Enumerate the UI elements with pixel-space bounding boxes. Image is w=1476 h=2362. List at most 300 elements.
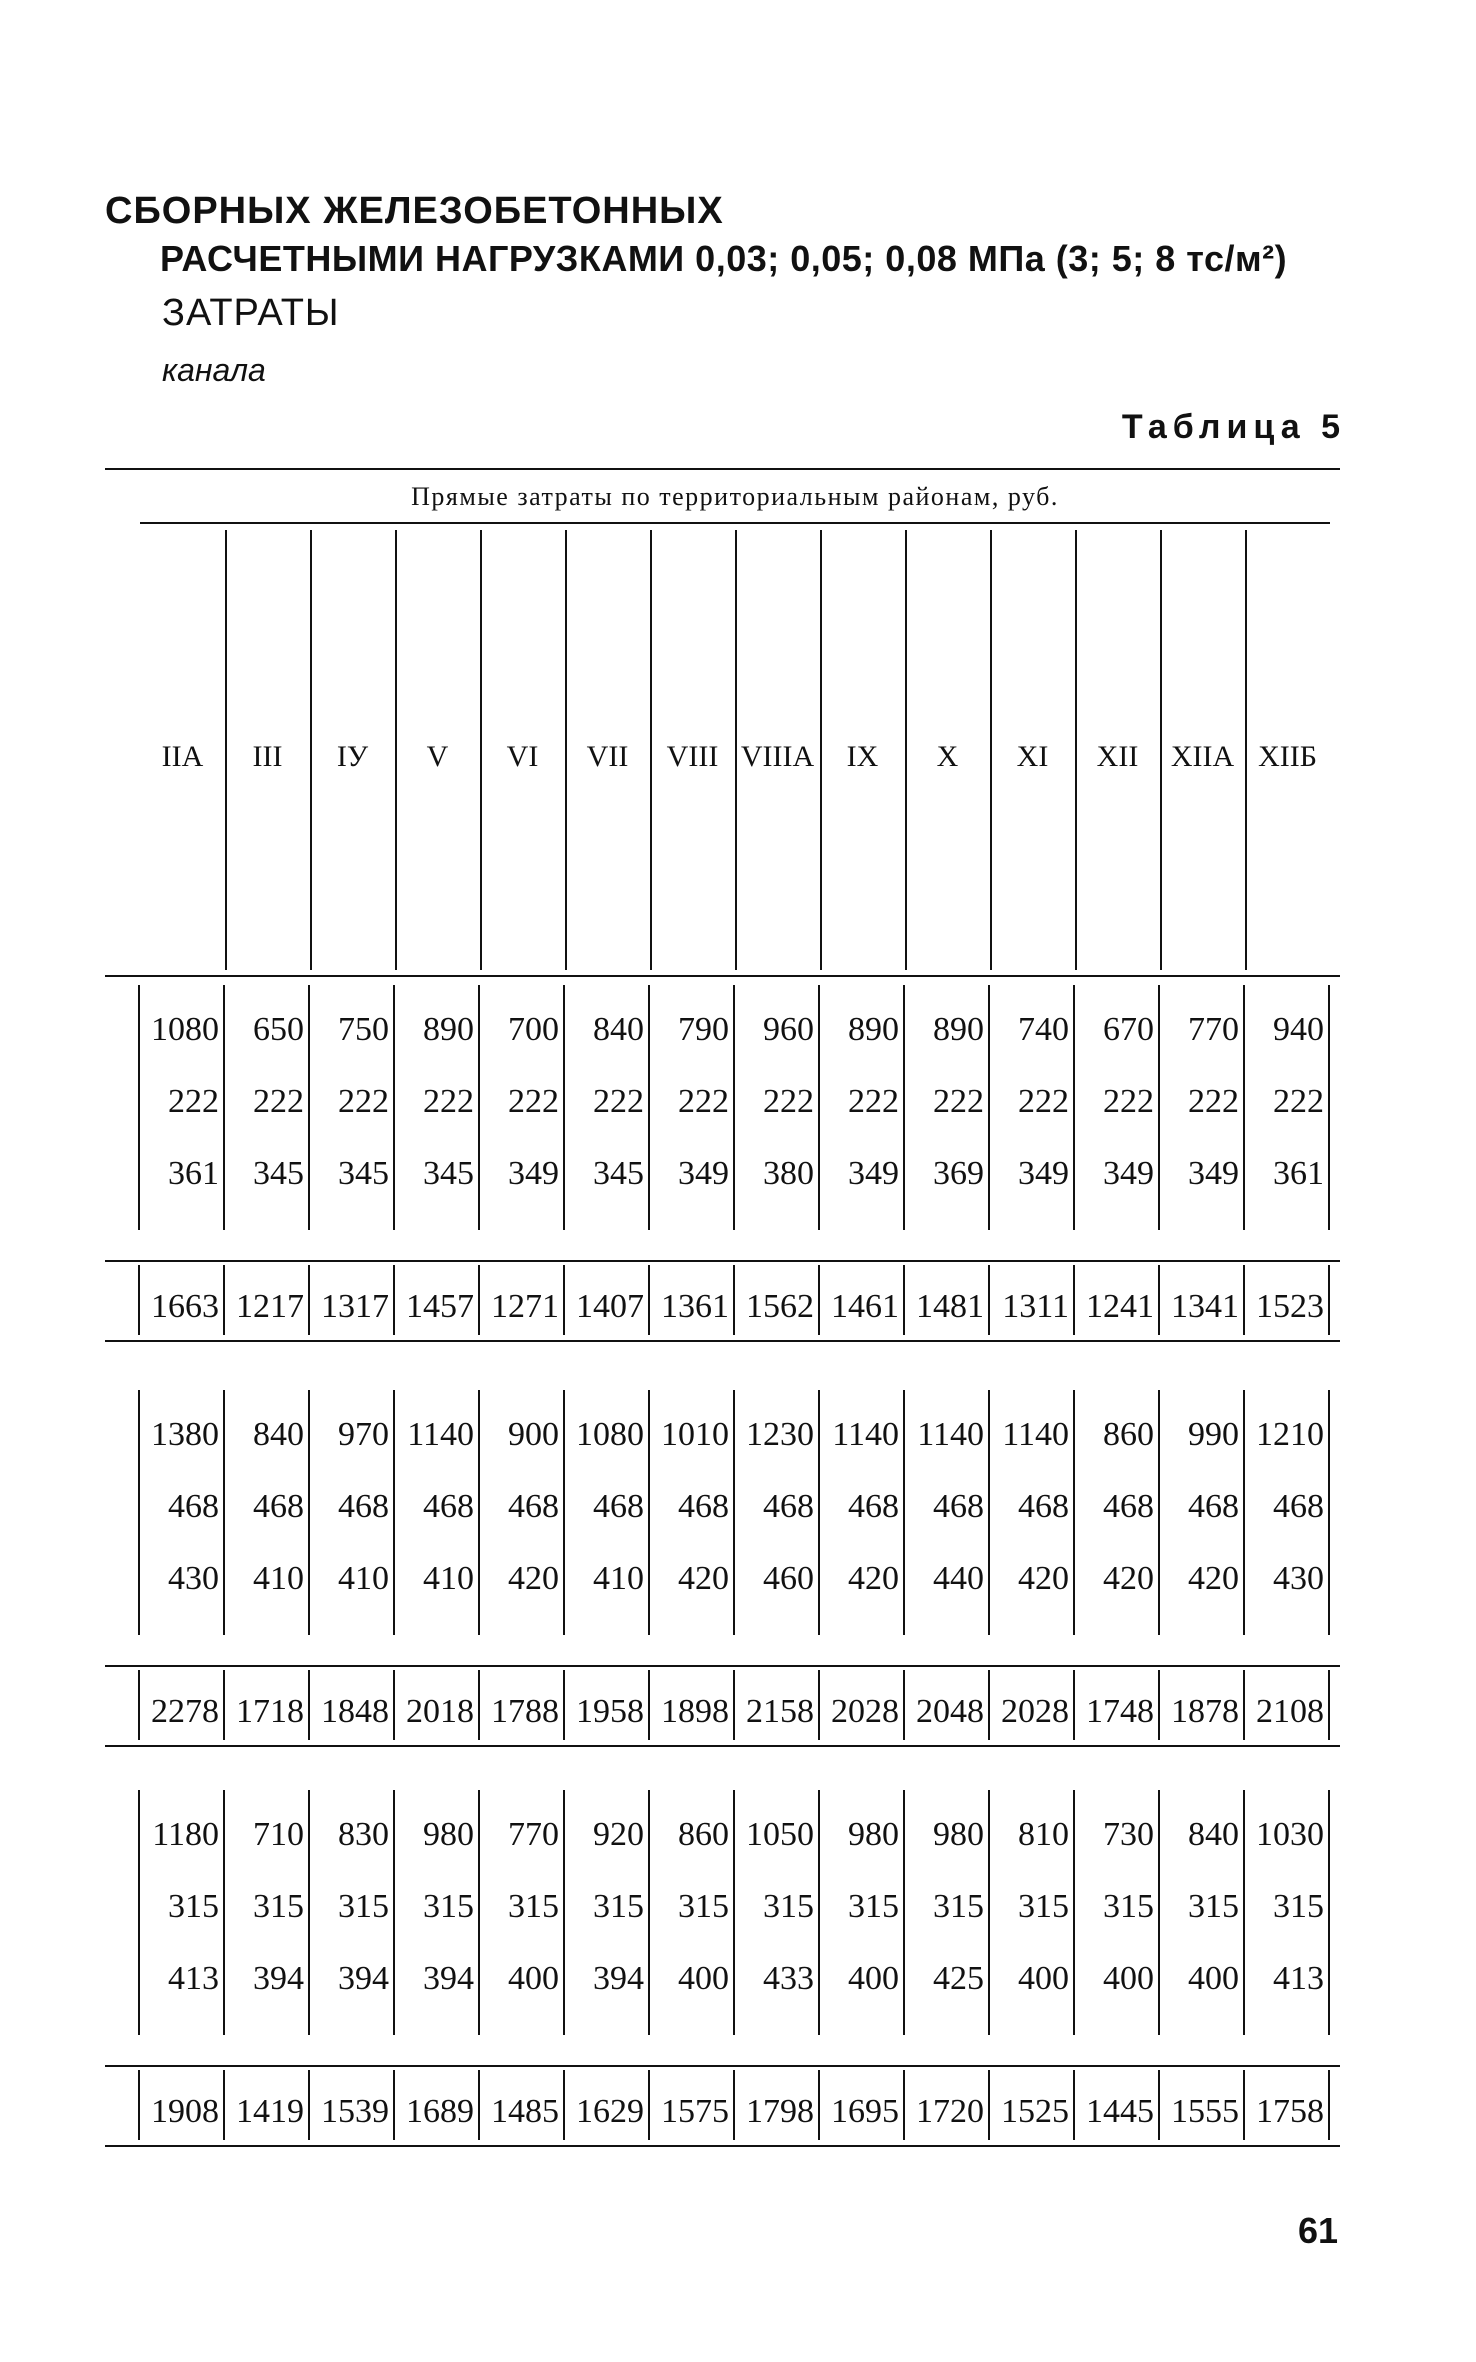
table-cell: 1010 (661, 1416, 729, 1453)
column-header: XIIБ (1258, 740, 1317, 773)
table-cell: 222 (338, 1083, 389, 1120)
heading-line-3: ЗАТРАТЫ (162, 292, 340, 334)
table-cell: 420 (678, 1560, 729, 1597)
table-cell: 315 (338, 1888, 389, 1925)
total-cell: 1689 (406, 2093, 474, 2130)
total-cell: 1798 (746, 2093, 814, 2130)
total-cell: 1341 (1171, 1288, 1239, 1325)
column-divider (818, 1265, 820, 1335)
total-cell: 1720 (916, 2093, 984, 2130)
column-header: IX (846, 740, 879, 773)
column-divider (1073, 1790, 1075, 2035)
total-cell: 1311 (1002, 1288, 1069, 1325)
column-divider (223, 1390, 225, 1635)
column-divider (393, 985, 395, 1230)
table-cell: 468 (253, 1488, 304, 1525)
column-divider (1243, 2070, 1245, 2140)
table-cell: 990 (1188, 1416, 1239, 1453)
group-rule (105, 1665, 1340, 1667)
column-divider (1158, 1670, 1160, 1740)
total-cell: 2158 (746, 1693, 814, 1730)
total-cell: 2028 (831, 1693, 899, 1730)
column-header: X (936, 740, 959, 773)
heading-line-1: СБОРНЫХ ЖЕЛЕЗОБЕТОННЫХ (105, 190, 724, 232)
table-cell: 1030 (1256, 1816, 1324, 1853)
table-cell: 860 (678, 1816, 729, 1853)
table-cell: 315 (508, 1888, 559, 1925)
table-cell: 420 (508, 1560, 559, 1597)
table-cell: 315 (763, 1888, 814, 1925)
column-divider (1245, 530, 1247, 970)
column-header: VI (506, 740, 539, 773)
total-cell: 2278 (151, 1693, 219, 1730)
total-cell: 1445 (1086, 2093, 1154, 2130)
table-cell: 1180 (152, 1816, 219, 1853)
total-cell: 1361 (661, 1288, 729, 1325)
column-divider (1328, 1790, 1330, 2035)
total-rule (105, 2145, 1340, 2147)
table-cell: 394 (253, 1960, 304, 1997)
table-cell: 980 (423, 1816, 474, 1853)
column-header: XIIA (1170, 740, 1235, 773)
table-cell: 222 (508, 1083, 559, 1120)
total-cell: 1407 (576, 1288, 644, 1325)
total-cell: 2018 (406, 1693, 474, 1730)
total-cell: 1562 (746, 1288, 814, 1325)
column-divider (310, 530, 312, 970)
total-cell: 1718 (236, 1693, 304, 1730)
column-divider (138, 1790, 140, 2035)
table-cell: 433 (763, 1960, 814, 1997)
table-cell: 810 (1018, 1816, 1069, 1853)
column-divider (478, 1390, 480, 1635)
column-divider (1160, 530, 1162, 970)
column-divider (903, 1265, 905, 1335)
table-cell: 369 (933, 1155, 984, 1192)
total-cell: 1317 (321, 1288, 389, 1325)
total-cell: 1758 (1256, 2093, 1324, 2130)
column-divider (648, 1790, 650, 2035)
column-header: IIA (161, 740, 204, 773)
column-divider (308, 1790, 310, 2035)
column-divider (563, 2070, 565, 2140)
table-cell: 740 (1018, 1011, 1069, 1048)
column-divider (820, 530, 822, 970)
column-divider (1158, 2070, 1160, 2140)
column-divider (393, 1265, 395, 1335)
column-divider (1073, 1670, 1075, 1740)
column-divider (1328, 1670, 1330, 1740)
total-cell: 1271 (491, 1288, 559, 1325)
column-divider (393, 1670, 395, 1740)
column-divider (480, 530, 482, 970)
column-divider (903, 1390, 905, 1635)
table-cell: 315 (593, 1888, 644, 1925)
column-divider (990, 530, 992, 970)
table-cell: 1140 (1002, 1416, 1069, 1453)
total-cell: 1457 (406, 1288, 474, 1325)
column-divider (138, 1265, 140, 1335)
column-divider (1243, 1790, 1245, 2035)
column-divider (563, 985, 565, 1230)
table-cell: 1080 (151, 1011, 219, 1048)
total-cell: 1481 (916, 1288, 984, 1325)
column-divider (648, 1390, 650, 1635)
column-divider (223, 1265, 225, 1335)
table-cell: 361 (1273, 1155, 1324, 1192)
column-divider (988, 1265, 990, 1335)
column-divider (138, 2070, 140, 2140)
table-cell: 840 (253, 1416, 304, 1453)
column-divider (308, 2070, 310, 2140)
table-cell: 345 (423, 1155, 474, 1192)
column-divider (1328, 985, 1330, 1230)
header-bottom-rule (105, 975, 1340, 977)
column-divider (988, 2070, 990, 2140)
total-cell: 2108 (1256, 1693, 1324, 1730)
table-cell: 1140 (917, 1416, 984, 1453)
table-cell: 770 (508, 1816, 559, 1853)
table-cell: 345 (338, 1155, 389, 1192)
table-cell: 349 (1018, 1155, 1069, 1192)
table-cell: 400 (508, 1960, 559, 1997)
table-cell: 468 (168, 1488, 219, 1525)
column-divider (1243, 1390, 1245, 1635)
column-header: IУ (336, 740, 369, 773)
table-cell: 420 (1018, 1560, 1069, 1597)
table-cell: 413 (1273, 1960, 1324, 1997)
column-divider (308, 985, 310, 1230)
table-cell: 468 (763, 1488, 814, 1525)
table-cell: 670 (1103, 1011, 1154, 1048)
table-cell: 1080 (576, 1416, 644, 1453)
column-divider (1328, 2070, 1330, 2140)
total-cell: 1848 (321, 1693, 389, 1730)
caption-rule (140, 522, 1330, 524)
column-divider (225, 530, 227, 970)
column-divider (903, 1670, 905, 1740)
table-cell: 1050 (746, 1816, 814, 1853)
column-divider (1243, 1670, 1245, 1740)
column-divider (650, 530, 652, 970)
table-cell: 349 (1188, 1155, 1239, 1192)
table-cell: 410 (593, 1560, 644, 1597)
table-cell: 349 (1103, 1155, 1154, 1192)
total-cell: 1241 (1086, 1288, 1154, 1325)
column-divider (563, 1790, 565, 2035)
table-cell: 840 (593, 1011, 644, 1048)
column-divider (223, 1670, 225, 1740)
total-cell: 2048 (916, 1693, 984, 1730)
table-cell: 420 (848, 1560, 899, 1597)
column-divider (563, 1670, 565, 1740)
table-cell: 468 (678, 1488, 729, 1525)
table-caption: Прямые затраты по территориальным районам, руб. (411, 482, 1059, 511)
total-cell: 1958 (576, 1693, 644, 1730)
table-cell: 468 (423, 1488, 474, 1525)
table-cell: 222 (1188, 1083, 1239, 1120)
table-cell: 468 (338, 1488, 389, 1525)
column-divider (1158, 1390, 1160, 1635)
column-divider (395, 530, 397, 970)
column-divider (1158, 1265, 1160, 1335)
table-cell: 468 (848, 1488, 899, 1525)
column-divider (138, 1670, 140, 1740)
table-cell: 468 (1103, 1488, 1154, 1525)
column-divider (903, 2070, 905, 2140)
table-cell: 315 (253, 1888, 304, 1925)
table-cell: 315 (1188, 1888, 1239, 1925)
table-cell: 222 (593, 1083, 644, 1120)
total-cell: 1878 (1171, 1693, 1239, 1730)
table-cell: 970 (338, 1416, 389, 1453)
table-cell: 400 (1018, 1960, 1069, 1997)
column-header: V (426, 740, 449, 773)
table-cell: 222 (423, 1083, 474, 1120)
column-divider (733, 1265, 735, 1335)
table-cell: 222 (678, 1083, 729, 1120)
total-cell: 1575 (661, 2093, 729, 2130)
column-divider (818, 1790, 820, 2035)
table-cell: 890 (423, 1011, 474, 1048)
column-divider (733, 985, 735, 1230)
column-divider (565, 530, 567, 970)
total-cell: 1523 (1256, 1288, 1324, 1325)
column-divider (223, 985, 225, 1230)
table-cell: 400 (1188, 1960, 1239, 1997)
table-cell: 394 (338, 1960, 389, 1997)
column-divider (393, 1390, 395, 1635)
table-cell: 413 (168, 1960, 219, 1997)
table-cell: 410 (253, 1560, 304, 1597)
table-cell: 361 (168, 1155, 219, 1192)
column-divider (733, 1390, 735, 1635)
column-divider (648, 1670, 650, 1740)
table-cell: 349 (848, 1155, 899, 1192)
column-divider (735, 530, 737, 970)
column-divider (478, 1790, 480, 2035)
total-cell: 1748 (1086, 1693, 1154, 1730)
column-divider (648, 2070, 650, 2140)
table-cell: 425 (933, 1960, 984, 1997)
total-cell: 1217 (236, 1288, 304, 1325)
table-cell: 890 (933, 1011, 984, 1048)
column-header: VIIIA (740, 740, 815, 773)
column-divider (1073, 1265, 1075, 1335)
table-cell: 400 (1103, 1960, 1154, 1997)
table-cell: 980 (848, 1816, 899, 1853)
table-top-rule (105, 468, 1340, 470)
total-cell: 1908 (151, 2093, 219, 2130)
column-divider (138, 985, 140, 1230)
table-cell: 770 (1188, 1011, 1239, 1048)
column-header: VIII (666, 740, 719, 773)
column-divider (1328, 1390, 1330, 1635)
table-cell: 980 (933, 1816, 984, 1853)
total-cell: 1525 (1001, 2093, 1069, 2130)
total-cell: 1419 (236, 2093, 304, 2130)
column-divider (903, 985, 905, 1230)
table-cell: 315 (168, 1888, 219, 1925)
column-divider (733, 1670, 735, 1740)
column-header: VII (586, 740, 629, 773)
table-cell: 1140 (407, 1416, 474, 1453)
table-cell: 222 (1273, 1083, 1324, 1120)
table-cell: 410 (338, 1560, 389, 1597)
table-cell: 960 (763, 1011, 814, 1048)
table-cell: 890 (848, 1011, 899, 1048)
total-cell: 1695 (831, 2093, 899, 2130)
table-cell: 345 (253, 1155, 304, 1192)
table-cell: 840 (1188, 1816, 1239, 1853)
column-divider (478, 2070, 480, 2140)
table-cell: 750 (338, 1011, 389, 1048)
total-cell: 1555 (1171, 2093, 1239, 2130)
table-cell: 468 (593, 1488, 644, 1525)
column-divider (988, 985, 990, 1230)
column-divider (818, 985, 820, 1230)
column-divider (648, 1265, 650, 1335)
table-cell: 1230 (746, 1416, 814, 1453)
column-divider (648, 985, 650, 1230)
column-divider (988, 1790, 990, 2035)
total-cell: 1461 (831, 1288, 899, 1325)
table-cell: 710 (253, 1816, 304, 1853)
table-cell: 400 (848, 1960, 899, 1997)
table-cell: 420 (1103, 1560, 1154, 1597)
column-divider (733, 1790, 735, 2035)
table-cell: 222 (763, 1083, 814, 1120)
column-divider (988, 1390, 990, 1635)
page-number: 61 (1297, 2210, 1338, 2251)
table-cell: 830 (338, 1816, 389, 1853)
heading-line-4: канала (162, 352, 266, 388)
table-cell: 315 (933, 1888, 984, 1925)
table-cell: 790 (678, 1011, 729, 1048)
table-cell: 460 (763, 1560, 814, 1597)
column-divider (563, 1390, 565, 1635)
table-cell: 468 (1018, 1488, 1069, 1525)
column-divider (138, 1390, 140, 1635)
table-cell: 440 (933, 1560, 984, 1597)
column-divider (1075, 530, 1077, 970)
table-cell: 394 (593, 1960, 644, 1997)
column-divider (733, 2070, 735, 2140)
column-divider (393, 1790, 395, 2035)
table-cell: 315 (1103, 1888, 1154, 1925)
heading-line-2: РАСЧЕТНЫМИ НАГРУЗКАМИ 0,03; 0,05; 0,08 МПа (3; 5; 8 тс/м²) (160, 238, 1288, 279)
table-cell: 222 (848, 1083, 899, 1120)
total-cell: 2028 (1001, 1693, 1069, 1730)
column-divider (1073, 2070, 1075, 2140)
total-rule (105, 1340, 1340, 1342)
column-divider (308, 1265, 310, 1335)
total-cell: 1539 (321, 2093, 389, 2130)
table-cell: 900 (508, 1416, 559, 1453)
table-cell: 349 (678, 1155, 729, 1192)
column-divider (478, 985, 480, 1230)
table-cell: 430 (1273, 1560, 1324, 1597)
table-cell: 222 (1103, 1083, 1154, 1120)
group-rule (105, 1260, 1340, 1262)
column-divider (308, 1390, 310, 1635)
total-cell: 1788 (491, 1693, 559, 1730)
table-cell: 700 (508, 1011, 559, 1048)
total-rule (105, 1745, 1340, 1747)
column-divider (478, 1265, 480, 1335)
table-cell: 222 (168, 1083, 219, 1120)
group-rule (105, 2065, 1340, 2067)
table-cell: 394 (423, 1960, 474, 1997)
column-divider (818, 1670, 820, 1740)
total-cell: 1663 (151, 1288, 219, 1325)
table-cell: 468 (1273, 1488, 1324, 1525)
column-header: XII (1096, 740, 1139, 773)
table-cell: 730 (1103, 1816, 1154, 1853)
table-cell: 940 (1273, 1011, 1324, 1048)
column-divider (905, 530, 907, 970)
column-divider (903, 1790, 905, 2035)
column-divider (1073, 1390, 1075, 1635)
column-divider (818, 2070, 820, 2140)
table-cell: 1140 (832, 1416, 899, 1453)
column-divider (1243, 1265, 1245, 1335)
column-header: XI (1016, 740, 1049, 773)
table-cell: 315 (678, 1888, 729, 1925)
column-divider (818, 1390, 820, 1635)
table-cell: 468 (1188, 1488, 1239, 1525)
table-cell: 420 (1188, 1560, 1239, 1597)
column-divider (1243, 985, 1245, 1230)
total-cell: 1898 (661, 1693, 729, 1730)
table-cell: 410 (423, 1560, 474, 1597)
total-cell: 1629 (576, 2093, 644, 2130)
table-cell: 430 (168, 1560, 219, 1597)
column-divider (1073, 985, 1075, 1230)
table-title: Таблица 5 (1121, 408, 1346, 446)
total-cell: 1485 (491, 2093, 559, 2130)
column-divider (478, 1670, 480, 1740)
table-cell: 860 (1103, 1416, 1154, 1453)
table-cell: 315 (1018, 1888, 1069, 1925)
table-cell: 315 (423, 1888, 474, 1925)
table-cell: 1380 (151, 1416, 219, 1453)
table-cell: 315 (848, 1888, 899, 1925)
table-cell: 1210 (1256, 1416, 1324, 1453)
table-cell: 349 (508, 1155, 559, 1192)
column-divider (223, 1790, 225, 2035)
table-cell: 920 (593, 1816, 644, 1853)
column-divider (988, 1670, 990, 1740)
table-cell: 380 (763, 1155, 814, 1192)
column-divider (1328, 1265, 1330, 1335)
column-divider (393, 2070, 395, 2140)
column-header: III (252, 740, 283, 773)
table-cell: 650 (253, 1011, 304, 1048)
column-divider (563, 1265, 565, 1335)
column-divider (223, 2070, 225, 2140)
table-cell: 468 (933, 1488, 984, 1525)
table-cell: 222 (933, 1083, 984, 1120)
column-divider (1158, 985, 1160, 1230)
table-cell: 345 (593, 1155, 644, 1192)
table-cell: 400 (678, 1960, 729, 1997)
column-divider (1158, 1790, 1160, 2035)
table-cell: 222 (1018, 1083, 1069, 1120)
table-cell: 222 (253, 1083, 304, 1120)
column-divider (308, 1670, 310, 1740)
table-cell: 315 (1273, 1888, 1324, 1925)
